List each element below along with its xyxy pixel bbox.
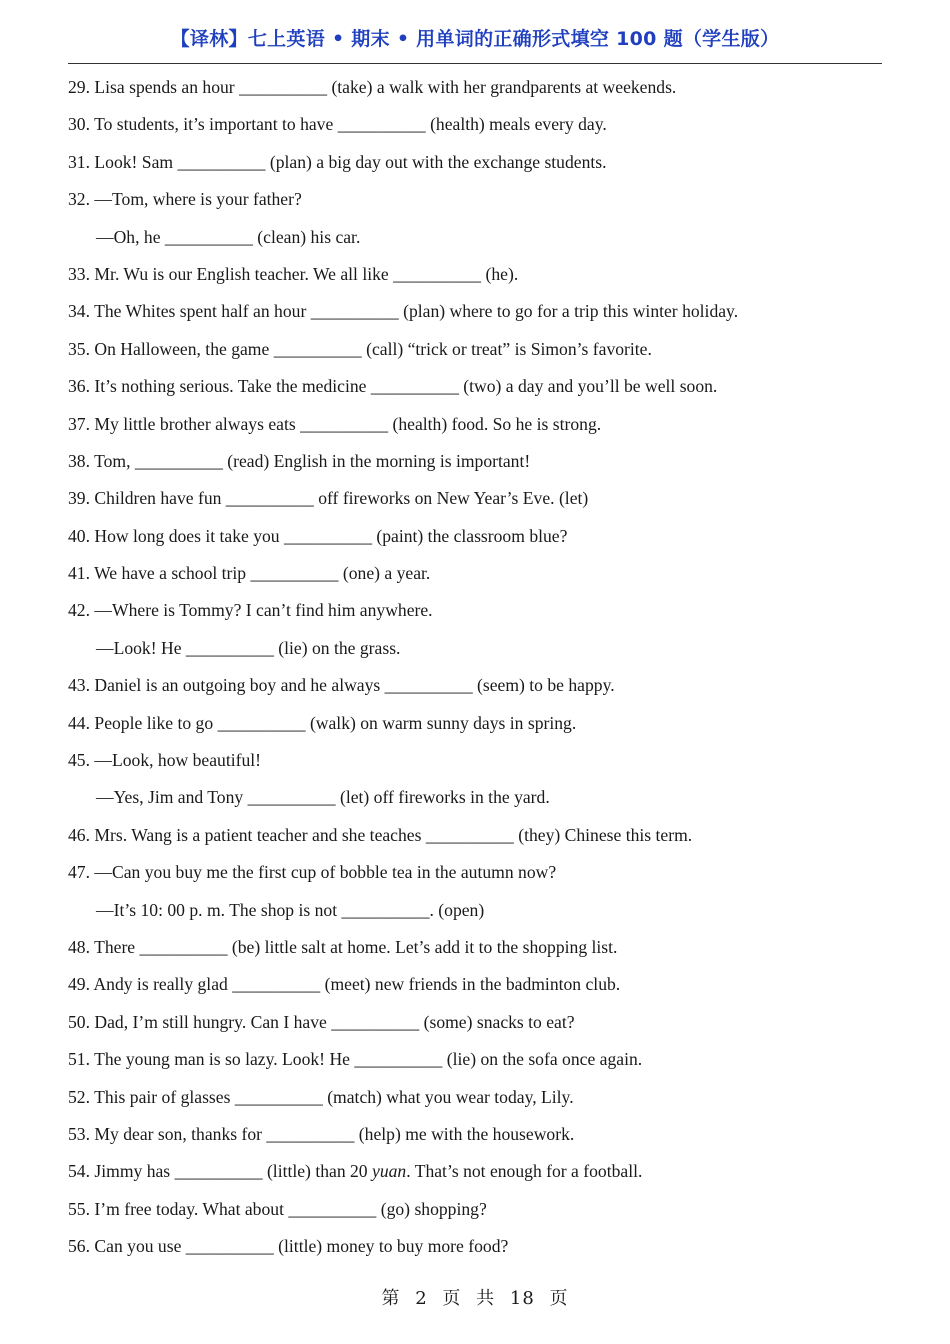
- question-number: 38.: [68, 450, 90, 471]
- footer-label-ye2: 页: [549, 1288, 569, 1309]
- answer-blank: __________: [384, 675, 473, 696]
- question-text: Dad, I’m still hungry. Can I have: [94, 1011, 327, 1032]
- question-hint: (go) shopping?: [380, 1198, 487, 1219]
- question-line: [68, 186, 888, 223]
- question-line: [68, 298, 888, 335]
- question-text: To students, it’s important to have: [94, 114, 334, 135]
- answer-blank: __________: [234, 1086, 323, 1107]
- question-number: 36.: [68, 376, 90, 397]
- answer-blank: __________: [239, 77, 328, 97]
- question-line: [68, 560, 888, 597]
- answer-blank: __________: [217, 712, 306, 733]
- question-number: 40.: [68, 525, 90, 546]
- question-line: [68, 336, 888, 373]
- question-hint: off fireworks on New Year’s Eve. (let): [318, 488, 589, 509]
- question-hint: (plan) where to go for a trip this winter holiday.: [403, 301, 739, 322]
- question-hint: (meet) new friends in the badminton club.: [324, 974, 621, 995]
- question-hint: (one) a year.: [342, 563, 431, 584]
- question-hint: (call) “trick or treat” is Simon’s favorite.: [366, 338, 652, 359]
- question-text: —Oh, he: [96, 226, 161, 247]
- question-hint: (take) a walk with her grandparents at weekends.: [331, 77, 677, 97]
- answer-blank: __________: [266, 1123, 355, 1144]
- question-line: [68, 597, 888, 634]
- question-text: Look! Sam: [94, 151, 174, 172]
- answer-blank: __________: [232, 974, 321, 995]
- question-line: [68, 149, 888, 186]
- question-hint: (clean) his car.: [257, 226, 361, 247]
- question-number: 48.: [68, 936, 90, 957]
- answer-blank: __________: [354, 1049, 443, 1070]
- question-number: 49.: [68, 974, 90, 995]
- question-number: 55.: [68, 1198, 90, 1219]
- question-text: We have a school trip: [94, 563, 247, 584]
- question-number: 53.: [68, 1123, 90, 1144]
- question-number: 37.: [68, 413, 90, 434]
- question-text: —Look! He: [96, 637, 182, 658]
- question-text: How long does it take you: [94, 525, 280, 546]
- question-text: Can you use: [94, 1236, 182, 1257]
- question-line: [68, 74, 888, 111]
- question-number: 32.: [68, 189, 90, 210]
- footer-label-ye: 页: [442, 1288, 462, 1309]
- answer-blank: __________: [273, 338, 362, 359]
- question-italic: yuan: [372, 1161, 407, 1182]
- question-text: I’m free today. What about: [94, 1198, 284, 1219]
- question-hint: (little) money to buy more food?: [278, 1236, 509, 1257]
- question-text: —Look, how beautiful!: [94, 750, 262, 771]
- answer-blank: __________: [134, 450, 223, 471]
- question-number: 34.: [68, 301, 90, 322]
- question-hint: (open): [438, 899, 485, 920]
- answer-blank: __________: [310, 301, 399, 322]
- question-line: [68, 672, 888, 709]
- question-number: 43.: [68, 675, 90, 696]
- question-line: [68, 747, 888, 784]
- question-number: 39.: [68, 488, 90, 509]
- answer-blank: __________: [185, 637, 274, 658]
- question-number: 30.: [68, 114, 90, 135]
- question-text: My little brother always eats: [94, 413, 296, 434]
- answer-blank: __________: [370, 376, 459, 397]
- question-text: Daniel is an outgoing boy and he always: [94, 675, 381, 696]
- answer-blank: __________: [177, 151, 266, 172]
- question-number: 52.: [68, 1086, 90, 1107]
- question-text: On Halloween, the game: [94, 338, 270, 359]
- answer-blank: __________: [225, 488, 314, 509]
- question-text: Lisa spends an hour: [94, 77, 235, 97]
- question-text: Children have fun: [94, 488, 222, 509]
- answer-blank: __________: [393, 263, 482, 284]
- header-divider: [68, 63, 882, 64]
- question-number: 41.: [68, 563, 90, 584]
- question-hint: (little) than 20: [266, 1161, 368, 1182]
- question-line: [68, 111, 888, 148]
- question-text: This pair of glasses: [94, 1086, 231, 1107]
- question-text: Andy is really glad: [93, 974, 228, 995]
- question-hint: (health) meals every day.: [430, 114, 607, 135]
- question-hint: (help) me with the housework.: [358, 1123, 575, 1144]
- question-number: 45.: [68, 750, 90, 771]
- question-line: [68, 1009, 888, 1046]
- question-number: 33.: [68, 263, 90, 284]
- question-number: 44.: [68, 712, 90, 733]
- question-text: —It’s 10: 00 p. m. The shop is not: [96, 899, 338, 920]
- question-hint: (match) what you wear today, Lily.: [327, 1086, 574, 1107]
- answer-blank: __________: [331, 1011, 420, 1032]
- question-text: The Whites spent half an hour: [94, 301, 307, 322]
- question-text: —Yes, Jim and Tony: [96, 787, 244, 808]
- question-text: Jimmy has: [94, 1161, 171, 1182]
- question-line: [68, 1233, 888, 1270]
- question-number: 50.: [68, 1011, 90, 1032]
- answer-blank: __________: [185, 1236, 274, 1257]
- question-text: There: [94, 936, 136, 957]
- question-text: Mrs. Wang is a patient teacher and she teaches: [94, 824, 422, 845]
- question-hint: (lie) on the sofa once again.: [446, 1049, 643, 1070]
- question-hint: (be) little salt at home. Let’s add it to the shopping list.: [231, 936, 618, 957]
- footer-page-number: 2: [415, 1288, 428, 1309]
- question-number: 47.: [68, 862, 90, 883]
- question-line: [68, 485, 888, 522]
- question-line: [68, 224, 888, 261]
- question-line: [68, 822, 888, 859]
- question-number: 51.: [68, 1049, 90, 1070]
- question-number: 54.: [68, 1161, 90, 1182]
- question-number: 46.: [68, 824, 90, 845]
- question-hint: (walk) on warm sunny days in spring.: [309, 712, 577, 733]
- answer-blank: __________.: [341, 899, 434, 920]
- question-text: —Where is Tommy? I can’t find him anywhere.: [94, 600, 433, 621]
- question-hint: (read) English in the morning is important!: [227, 450, 531, 471]
- question-line: [68, 1158, 888, 1195]
- question-text: —Tom, where is your father?: [94, 189, 302, 210]
- footer-label-di: 第: [381, 1288, 401, 1309]
- question-line: [68, 261, 888, 298]
- question-number: 29.: [68, 77, 90, 97]
- question-line: [68, 784, 888, 821]
- question-hint: (two) a day and you’ll be well soon.: [463, 376, 718, 397]
- question-line: [68, 523, 888, 560]
- footer-total-pages: 18: [509, 1288, 535, 1309]
- question-text: —Can you buy me the first cup of bobble tea in the autumn now?: [94, 862, 557, 883]
- question-line: [68, 897, 888, 934]
- question-text: People like to go: [94, 712, 214, 733]
- question-hint: (health) food. So he is strong.: [392, 413, 602, 434]
- question-line: [68, 635, 888, 672]
- answer-blank: __________: [174, 1161, 263, 1182]
- answer-blank: __________: [337, 114, 426, 135]
- question-text: Tom,: [94, 450, 131, 471]
- answer-blank: __________: [247, 787, 336, 808]
- page-header-title: 【译林】七上英语 • 期末 • 用单词的正确形式填空 100 题（学生版）: [170, 28, 780, 50]
- answer-blank: __________: [284, 525, 372, 546]
- question-number: 56.: [68, 1236, 90, 1257]
- question-number: 31.: [68, 151, 90, 172]
- question-line: [68, 1084, 888, 1121]
- question-line: [68, 859, 888, 896]
- question-text: My dear son, thanks for: [94, 1123, 263, 1144]
- question-number: 35.: [68, 338, 90, 359]
- question-text: Mr. Wu is our English teacher. We all like: [94, 263, 389, 284]
- answer-blank: __________: [139, 936, 228, 957]
- page-footer: [0, 1284, 950, 1310]
- question-hint: (some) snacks to eat?: [423, 1011, 575, 1032]
- answer-blank: __________: [425, 824, 514, 845]
- question-line: [68, 448, 888, 485]
- answer-blank: __________: [300, 413, 389, 434]
- question-tail: . That’s not enough for a football.: [406, 1161, 643, 1182]
- question-hint: (seem) to be happy.: [477, 675, 615, 696]
- question-hint: (paint) the classroom blue?: [376, 525, 568, 546]
- question-line: [68, 934, 888, 971]
- question-hint: (plan) a big day out with the exchange students.: [269, 151, 607, 172]
- question-number: 42.: [68, 600, 90, 621]
- answer-blank: __________: [164, 226, 253, 247]
- question-line: [68, 411, 888, 448]
- question-hint: (let) off fireworks in the yard.: [339, 787, 550, 808]
- answer-blank: __________: [288, 1198, 377, 1219]
- question-list: [68, 74, 888, 1271]
- footer-label-gong: 共: [476, 1288, 496, 1309]
- question-hint: (he).: [485, 263, 519, 284]
- question-hint: (lie) on the grass.: [278, 637, 401, 658]
- question-hint: (they) Chinese this term.: [518, 824, 693, 845]
- question-text: The young man is so lazy. Look! He: [94, 1049, 350, 1070]
- question-line: [68, 1121, 888, 1158]
- question-text: It’s nothing serious. Take the medicine: [94, 376, 367, 397]
- question-line: [68, 710, 888, 747]
- question-line: [68, 373, 888, 410]
- question-line: [68, 971, 888, 1008]
- question-line: [68, 1046, 888, 1083]
- answer-blank: __________: [250, 563, 339, 584]
- question-line: [68, 1196, 888, 1233]
